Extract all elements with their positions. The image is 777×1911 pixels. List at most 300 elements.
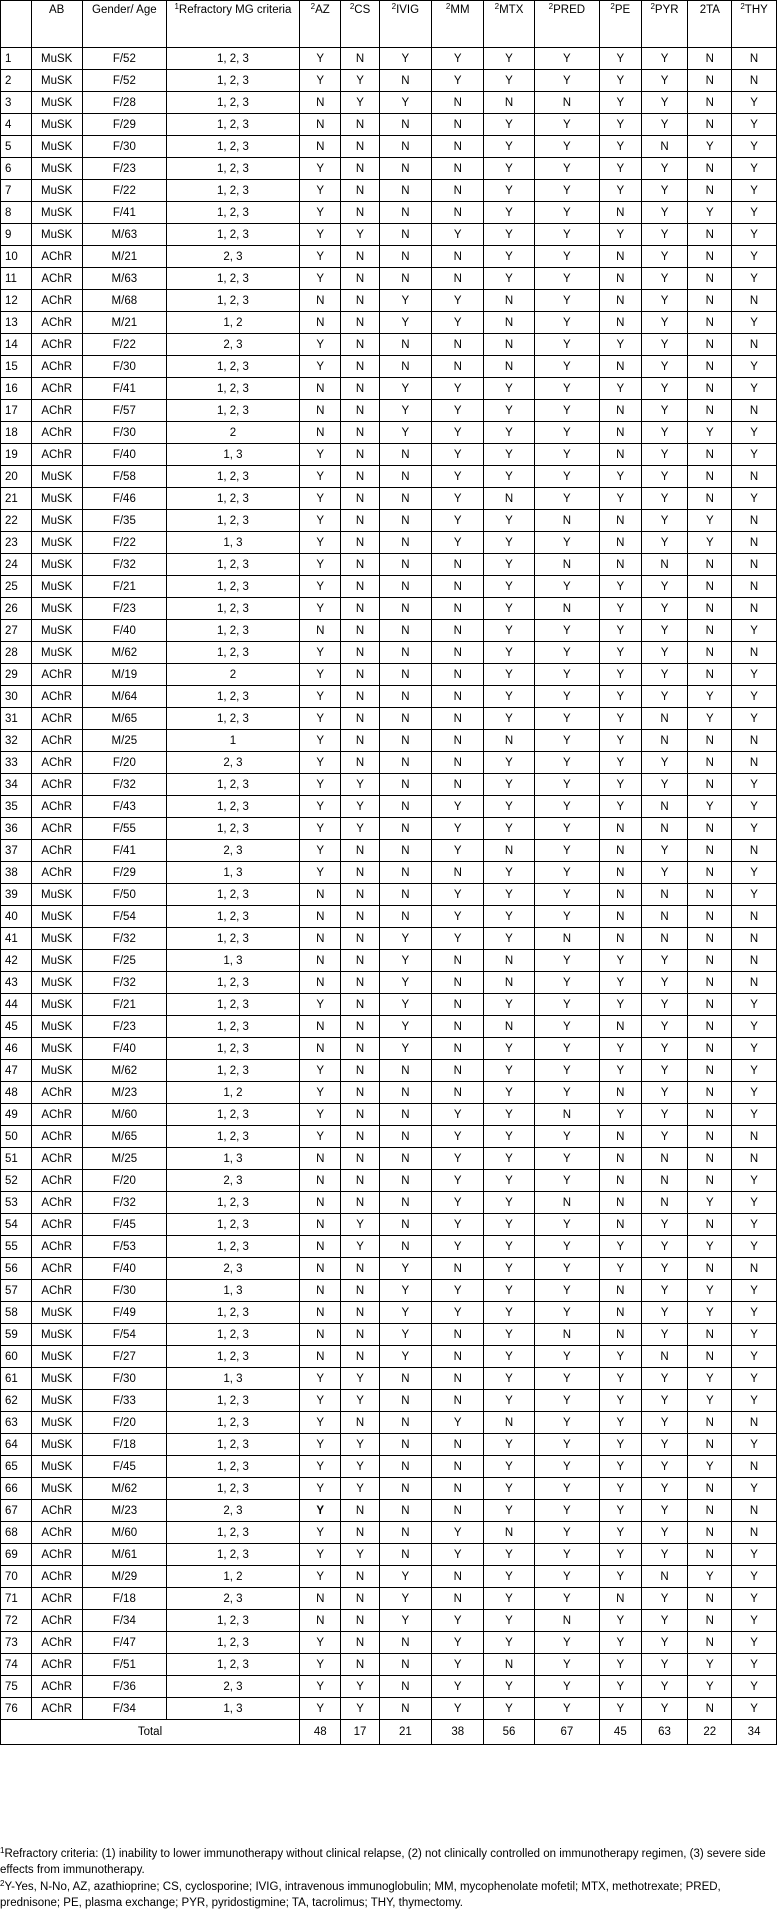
table-cell: N	[484, 1016, 534, 1038]
table-cell: N	[432, 1082, 484, 1104]
table-cell: N	[688, 1148, 732, 1170]
table-cell: Y	[432, 906, 484, 928]
table-cell: Y	[432, 1676, 484, 1698]
table-cell: N	[432, 114, 484, 136]
table-cell: N	[484, 840, 534, 862]
table-cell: 1, 3	[166, 1698, 299, 1720]
table-cell: Y	[534, 818, 599, 840]
table-cell: N	[432, 180, 484, 202]
table-cell: N	[341, 290, 379, 312]
table-cell: N	[379, 1698, 431, 1720]
table-cell: N	[600, 312, 641, 334]
table-cell: 1, 2, 3	[166, 114, 299, 136]
table-cell: N	[688, 730, 732, 752]
table-cell: N	[432, 774, 484, 796]
table-header-row	[1, 1, 777, 48]
table-cell: Y	[534, 466, 599, 488]
table-cell: Y	[600, 1368, 641, 1390]
table-cell: Y	[534, 730, 599, 752]
table-cell: N	[341, 1566, 379, 1588]
table-cell: N	[688, 158, 732, 180]
table-cell: N	[379, 1060, 431, 1082]
table-cell: Y	[432, 1302, 484, 1324]
table-cell: Y	[641, 862, 688, 884]
table-row	[1, 312, 777, 334]
table-cell: Y	[641, 92, 688, 114]
table-cell: 2, 3	[166, 1170, 299, 1192]
table-cell: N	[600, 444, 641, 466]
table-cell: 1	[1, 48, 32, 70]
table-cell: Y	[484, 114, 534, 136]
table-cell: Y	[732, 1192, 777, 1214]
table-cell: MuSK	[31, 884, 82, 906]
table-cell: N	[300, 620, 341, 642]
table-cell: Y	[732, 202, 777, 224]
table-row	[1, 906, 777, 928]
table-cell: AChR	[31, 1544, 82, 1566]
table-cell: Y	[432, 1148, 484, 1170]
table-cell: MuSK	[31, 1060, 82, 1082]
table-cell: N	[379, 862, 431, 884]
table-cell: N	[379, 642, 431, 664]
table-cell: Y	[600, 1522, 641, 1544]
table-cell: 1, 2, 3	[166, 70, 299, 92]
table-cell: Y	[641, 1478, 688, 1500]
table-row	[1, 466, 777, 488]
table-cell: Y	[300, 1456, 341, 1478]
table-cell: N	[688, 862, 732, 884]
table-cell: Y	[379, 972, 431, 994]
table-cell: N	[732, 950, 777, 972]
table-cell: Y	[300, 1412, 341, 1434]
table-cell: N	[688, 994, 732, 1016]
table-cell: 52	[1, 1170, 32, 1192]
table-cell: 1, 2, 3	[166, 180, 299, 202]
table-cell: N	[432, 1038, 484, 1060]
table-cell: N	[341, 312, 379, 334]
table-cell: Y	[534, 378, 599, 400]
table-row	[1, 1544, 777, 1566]
table-cell: AChR	[31, 268, 82, 290]
table-cell: M/64	[82, 686, 166, 708]
table-cell: N	[341, 202, 379, 224]
table-cell: 1, 3	[166, 444, 299, 466]
table-cell: Y	[641, 1500, 688, 1522]
table-cell: N	[300, 400, 341, 422]
table-body	[1, 48, 777, 1745]
table-cell: N	[688, 1544, 732, 1566]
table-cell: Y	[534, 1214, 599, 1236]
table-cell: N	[432, 1346, 484, 1368]
table-cell: Y	[688, 532, 732, 554]
table-cell: Y	[732, 708, 777, 730]
table-cell: Y	[300, 1082, 341, 1104]
table-cell: F/40	[82, 620, 166, 642]
table-cell: Y	[300, 730, 341, 752]
table-cell: Y	[732, 1390, 777, 1412]
table-cell: N	[379, 598, 431, 620]
table-row	[1, 1676, 777, 1698]
table-cell: N	[379, 906, 431, 928]
table-cell: N	[379, 1104, 431, 1126]
table-cell: N	[600, 862, 641, 884]
table-cell: Y	[534, 268, 599, 290]
table-cell: N	[484, 356, 534, 378]
table-cell: Y	[484, 708, 534, 730]
table-cell: N	[600, 818, 641, 840]
table-cell: F/22	[82, 532, 166, 554]
table-cell: Y	[534, 576, 599, 598]
table-cell: Y	[641, 422, 688, 444]
table-cell: Y	[432, 70, 484, 92]
table-cell: N	[341, 708, 379, 730]
table-cell: Y	[534, 1566, 599, 1588]
table-cell: N	[379, 1434, 431, 1456]
table-cell: N	[300, 1016, 341, 1038]
table-cell: N	[432, 1456, 484, 1478]
table-cell: Y	[534, 334, 599, 356]
table-cell: N	[341, 1060, 379, 1082]
table-row	[1, 1522, 777, 1544]
header-label: Gender/ Age	[92, 4, 157, 16]
table-cell: Y	[534, 70, 599, 92]
table-cell: N	[732, 466, 777, 488]
table-cell: Y	[484, 1236, 534, 1258]
table-row	[1, 1390, 777, 1412]
table-cell: N	[732, 1412, 777, 1434]
table-cell: Y	[432, 290, 484, 312]
table-cell: N	[688, 488, 732, 510]
table-cell: AChR	[31, 818, 82, 840]
table-cell: Y	[300, 686, 341, 708]
table-cell: Y	[732, 796, 777, 818]
table-cell: N	[379, 1412, 431, 1434]
table-cell: AChR	[31, 862, 82, 884]
table-cell: N	[379, 1390, 431, 1412]
table-cell: N	[688, 224, 732, 246]
table-cell: N	[641, 1170, 688, 1192]
total-value: 48	[300, 1720, 341, 1745]
table-cell: 2, 3	[166, 246, 299, 268]
table-cell: Y	[379, 1038, 431, 1060]
table-cell: Y	[300, 334, 341, 356]
table-cell: AChR	[31, 334, 82, 356]
table-cell: 24	[1, 554, 32, 576]
table-cell: N	[341, 1610, 379, 1632]
table-row	[1, 290, 777, 312]
table-cell: Y	[600, 1104, 641, 1126]
table-cell: Y	[300, 1654, 341, 1676]
table-cell: Y	[732, 1368, 777, 1390]
table-cell: 74	[1, 1654, 32, 1676]
table-cell: N	[534, 1192, 599, 1214]
table-cell: N	[688, 1478, 732, 1500]
table-cell: N	[341, 1500, 379, 1522]
table-cell: Y	[300, 180, 341, 202]
table-cell: N	[432, 664, 484, 686]
table-cell: N	[688, 180, 732, 202]
table-cell: N	[432, 862, 484, 884]
table-cell: MuSK	[31, 1016, 82, 1038]
table-cell: 4	[1, 114, 32, 136]
table-cell: N	[688, 620, 732, 642]
table-cell: N	[379, 334, 431, 356]
table-cell: M/25	[82, 730, 166, 752]
table-cell: Y	[534, 180, 599, 202]
table-cell: Y	[484, 1104, 534, 1126]
table-cell: Y	[600, 1390, 641, 1412]
table-cell: N	[341, 730, 379, 752]
table-cell: F/32	[82, 928, 166, 950]
table-cell: N	[379, 1676, 431, 1698]
table-cell: F/32	[82, 554, 166, 576]
table-cell: Y	[534, 1588, 599, 1610]
table-cell: Y	[641, 1412, 688, 1434]
table-cell: M/23	[82, 1500, 166, 1522]
table-cell: Y	[432, 1522, 484, 1544]
table-cell: Y	[300, 752, 341, 774]
table-cell: F/30	[82, 1368, 166, 1390]
table-cell: 1, 2, 3	[166, 598, 299, 620]
table-cell: 12	[1, 290, 32, 312]
table-row	[1, 950, 777, 972]
table-cell: N	[600, 1192, 641, 1214]
table-cell: Y	[732, 1082, 777, 1104]
table-cell: Y	[732, 1698, 777, 1720]
table-cell: Y	[534, 1522, 599, 1544]
table-cell: N	[641, 1148, 688, 1170]
table-cell: AChR	[31, 1148, 82, 1170]
table-cell: N	[732, 840, 777, 862]
table-cell: 2, 3	[166, 1258, 299, 1280]
table-cell: Y	[484, 466, 534, 488]
table-cell: N	[688, 598, 732, 620]
table-cell: N	[688, 400, 732, 422]
table-cell: N	[688, 1016, 732, 1038]
table-cell: N	[534, 510, 599, 532]
table-cell: N	[534, 92, 599, 114]
table-cell: Y	[341, 224, 379, 246]
table-cell: N	[600, 840, 641, 862]
table-cell: N	[341, 444, 379, 466]
table-cell: 72	[1, 1610, 32, 1632]
table-cell: Y	[534, 158, 599, 180]
table-cell: Y	[641, 356, 688, 378]
table-cell: Y	[484, 1698, 534, 1720]
table-cell: MuSK	[31, 620, 82, 642]
table-cell: Y	[484, 554, 534, 576]
table-cell: Y	[641, 1368, 688, 1390]
table-cell: F/41	[82, 202, 166, 224]
column-header	[1, 1, 32, 48]
table-cell: Y	[484, 510, 534, 532]
table-cell: Y	[484, 1192, 534, 1214]
table-cell: N	[688, 576, 732, 598]
table-cell: Y	[534, 620, 599, 642]
table-cell: 1, 2, 3	[166, 1016, 299, 1038]
table-cell: Y	[641, 1456, 688, 1478]
table-cell: 1, 2, 3	[166, 796, 299, 818]
table-cell: F/52	[82, 48, 166, 70]
table-cell: N	[341, 1324, 379, 1346]
table-cell: AChR	[31, 1500, 82, 1522]
table-cell: 48	[1, 1082, 32, 1104]
table-cell: N	[432, 1324, 484, 1346]
table-cell: Y	[600, 378, 641, 400]
table-cell: N	[300, 1302, 341, 1324]
table-row	[1, 1368, 777, 1390]
table-cell: N	[341, 510, 379, 532]
table-cell: N	[688, 1170, 732, 1192]
table-cell: Y	[300, 774, 341, 796]
table-cell: 7	[1, 180, 32, 202]
table-cell: AChR	[31, 1698, 82, 1720]
table-cell: Y	[600, 708, 641, 730]
table-cell: 1, 2, 3	[166, 884, 299, 906]
table-cell: N	[341, 356, 379, 378]
table-cell: Y	[600, 488, 641, 510]
table-cell: N	[688, 884, 732, 906]
table-cell: Y	[534, 1500, 599, 1522]
table-cell: Y	[641, 114, 688, 136]
table-cell: 1, 2, 3	[166, 774, 299, 796]
table-cell: Y	[600, 1236, 641, 1258]
table-row	[1, 1192, 777, 1214]
table-row	[1, 488, 777, 510]
table-cell: 1, 2, 3	[166, 1236, 299, 1258]
table-row	[1, 884, 777, 906]
table-cell: Y	[300, 1434, 341, 1456]
table-cell: 73	[1, 1632, 32, 1654]
table-cell: 1, 2, 3	[166, 1214, 299, 1236]
table-cell: 54	[1, 1214, 32, 1236]
table-row	[1, 1236, 777, 1258]
table-cell: N	[300, 1324, 341, 1346]
table-cell: F/32	[82, 774, 166, 796]
table-cell: 1, 3	[166, 862, 299, 884]
table-cell: 2, 3	[166, 752, 299, 774]
table-cell: Y	[379, 1258, 431, 1280]
table-cell: Y	[600, 1060, 641, 1082]
table-cell: 2	[1, 70, 32, 92]
table-cell: Y	[688, 1676, 732, 1698]
table-cell: N	[688, 774, 732, 796]
table-row	[1, 972, 777, 994]
table-cell: F/40	[82, 1258, 166, 1280]
column-header	[166, 1, 299, 48]
table-cell: F/45	[82, 1456, 166, 1478]
table-cell: Y	[600, 576, 641, 598]
table-cell: Y	[341, 818, 379, 840]
table-cell: F/57	[82, 400, 166, 422]
table-cell: M/65	[82, 1126, 166, 1148]
table-cell: N	[300, 136, 341, 158]
table-cell: Y	[300, 1544, 341, 1566]
total-row	[1, 1720, 777, 1745]
table-cell: Y	[641, 1016, 688, 1038]
table-cell: Y	[484, 136, 534, 158]
table-cell: N	[341, 400, 379, 422]
table-cell: AChR	[31, 378, 82, 400]
column-header	[484, 1, 534, 48]
table-cell: N	[379, 466, 431, 488]
table-cell: Y	[484, 180, 534, 202]
table-cell: Y	[300, 510, 341, 532]
table-cell: AChR	[31, 840, 82, 862]
header-label: PE	[614, 4, 631, 16]
table-cell: Y	[534, 1346, 599, 1368]
table-cell: N	[600, 290, 641, 312]
table-cell: 30	[1, 686, 32, 708]
table-cell: Y	[600, 1478, 641, 1500]
table-row	[1, 1280, 777, 1302]
table-cell: 1, 2, 3	[166, 1522, 299, 1544]
table-cell: 1, 2, 3	[166, 1192, 299, 1214]
table-cell: MuSK	[31, 1302, 82, 1324]
table-cell: N	[379, 1082, 431, 1104]
table-cell: N	[432, 576, 484, 598]
table-cell: Y	[484, 1082, 534, 1104]
table-cell: 3	[1, 92, 32, 114]
table-cell: AChR	[31, 1104, 82, 1126]
table-cell: F/46	[82, 488, 166, 510]
table-cell: N	[432, 1478, 484, 1500]
table-cell: N	[341, 664, 379, 686]
table-cell: Y	[300, 1566, 341, 1588]
table-cell: Y	[484, 1126, 534, 1148]
table-cell: AChR	[31, 1214, 82, 1236]
table-cell: 53	[1, 1192, 32, 1214]
table-row	[1, 1258, 777, 1280]
table-cell: N	[341, 466, 379, 488]
table-cell: 1, 2, 3	[166, 1456, 299, 1478]
table-cell: F/23	[82, 158, 166, 180]
table-cell: N	[379, 246, 431, 268]
table-cell: MuSK	[31, 972, 82, 994]
table-row	[1, 730, 777, 752]
table-cell: Y	[732, 158, 777, 180]
table-row	[1, 268, 777, 290]
table-cell: Y	[432, 1412, 484, 1434]
table-cell: N	[688, 1632, 732, 1654]
table-cell: N	[600, 906, 641, 928]
table-cell: Y	[534, 312, 599, 334]
table-cell: 76	[1, 1698, 32, 1720]
table-cell: M/61	[82, 1544, 166, 1566]
table-cell: M/63	[82, 268, 166, 290]
table-cell: Y	[534, 400, 599, 422]
table-cell: 1, 2	[166, 1082, 299, 1104]
table-cell: 6	[1, 158, 32, 180]
table-cell: N	[341, 532, 379, 554]
table-cell: N	[432, 708, 484, 730]
table-cell: MuSK	[31, 466, 82, 488]
table-cell: Y	[534, 1632, 599, 1654]
table-cell: Y	[534, 1434, 599, 1456]
table-cell: N	[341, 1038, 379, 1060]
table-cell: Y	[600, 1412, 641, 1434]
table-cell: Y	[641, 378, 688, 400]
table-cell: Y	[484, 268, 534, 290]
table-cell: N	[641, 1566, 688, 1588]
table-cell: Y	[484, 1324, 534, 1346]
table-cell: Y	[641, 598, 688, 620]
table-cell: Y	[484, 400, 534, 422]
table-cell: Y	[641, 1698, 688, 1720]
table-row	[1, 1456, 777, 1478]
table-cell: Y	[300, 664, 341, 686]
table-cell: N	[379, 1654, 431, 1676]
